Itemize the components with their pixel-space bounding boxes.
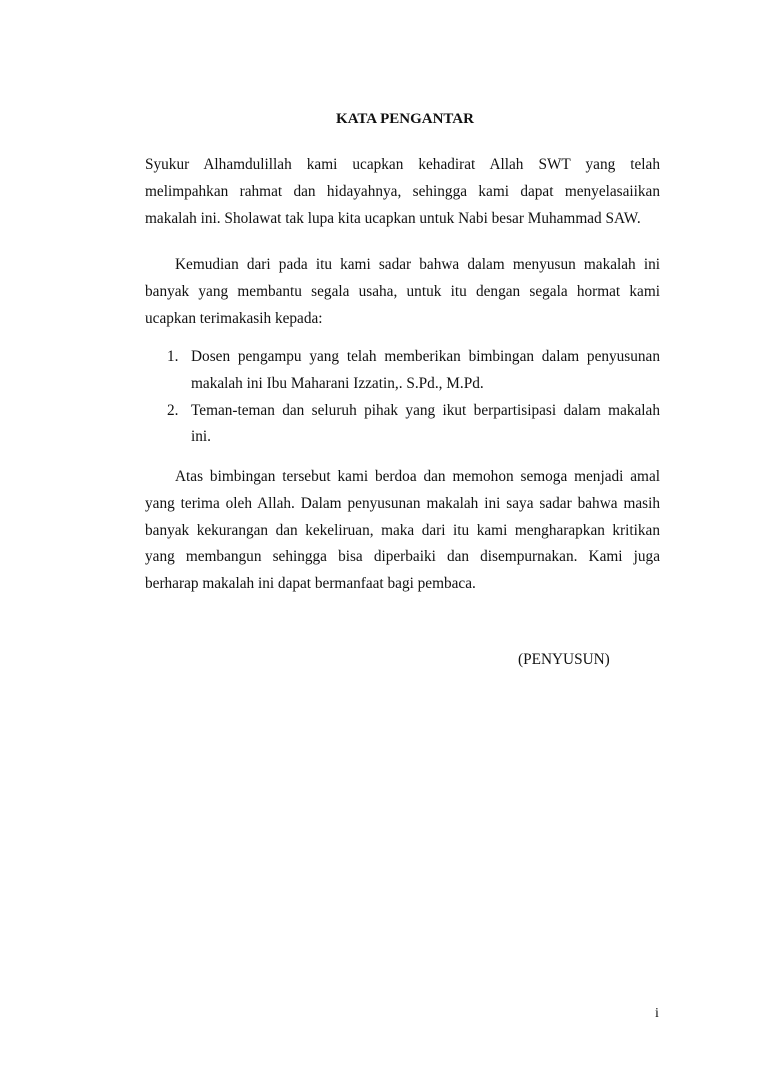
list-number: 2. [167, 401, 179, 419]
text-line: banyak yang membantu segala usaha, untuk itu dengan segala hormat kami [145, 282, 660, 300]
text-line: Dosen pengampu yang telah memberikan bimbingan dalam penyusunan [191, 348, 660, 365]
text-line: yang membangun sehingga bisa diperbaiki dan disempurnakan. Kami juga [145, 548, 660, 566]
list-item [145, 344, 660, 398]
list-item [145, 398, 660, 452]
text-line: ini. [191, 428, 211, 446]
text-line: berharap makalah ini dapat bermanfaat bagi pembaca. [145, 575, 476, 593]
signature: (PENYUSUN) [518, 651, 610, 668]
thanks-list [145, 344, 660, 451]
paragraph-thanks-intro [145, 252, 660, 332]
page-number: i [655, 1006, 659, 1021]
text-line: Teman-teman dan seluruh pihak yang ikut berpartisipasi dalam makalah [191, 401, 660, 419]
text-line: Syukur Alhamdulillah kami ucapkan kehadirat Allah SWT yang telah [145, 156, 660, 173]
text-line: melimpahkan rahmat dan hidayahnya, sehingga kami dapat menyelasaiikan [145, 182, 660, 200]
text-line: makalah ini. Sholawat tak lupa kita ucapkan untuk Nabi besar Muhammad SAW. [145, 209, 641, 227]
list-number: 1. [167, 348, 179, 365]
paragraph-closing [145, 464, 660, 598]
text-line: yang terima oleh Allah. Dalam penyusunan makalah ini saya sadar bahwa masih [145, 494, 660, 512]
text-line: Atas bimbingan tersebut kami berdoa dan memohon semoga menjadi amal [175, 468, 660, 485]
paragraph-opening [145, 152, 660, 232]
text-line: ucapkan terimakasih kepada: [145, 309, 323, 327]
page-title: KATA PENGANTAR [336, 111, 474, 127]
text-line: Kemudian dari pada itu kami sadar bahwa dalam menyusun makalah ini [175, 256, 660, 273]
text-line: makalah ini Ibu Maharani Izzatin,. S.Pd., M.Pd. [191, 374, 484, 392]
text-line: banyak kekurangan dan kekeliruan, maka dari itu kami mengharapkan kritikan [145, 521, 660, 539]
